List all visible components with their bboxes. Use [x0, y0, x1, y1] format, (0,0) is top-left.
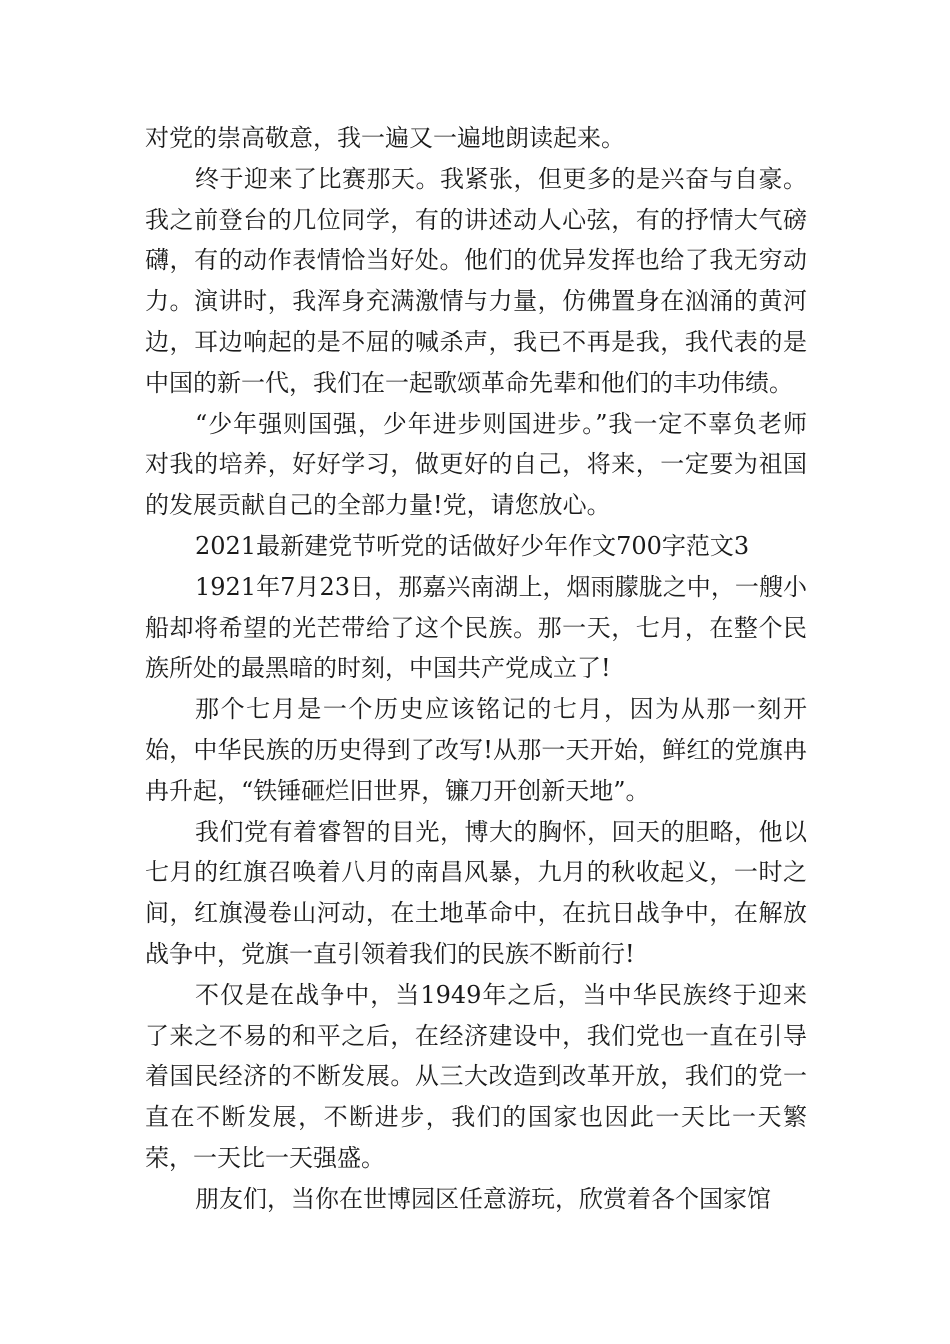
paragraph: 终于迎来了比赛那天。我紧张，但更多的是兴奋与自豪。我之前登台的几位同学，有的讲述动人心弦，有的抒情大气磅礴，有的动作表情恰当好处。他们的优异发挥也给了我无穷动力。演讲时，我浑身充满激情与力量，仿佛置身在汹涌的黄河边，耳边响起的是不屈的喊杀声，我已不再是我，我代表的是中国的新一代，我们在一起歌颂革命先辈和他们的丰功伟绩。: [145, 164, 807, 397]
paragraph: 不仅是在战争中，当1949年之后，当中华民族终于迎来了来之不易的和平之后，在经济建设中，我们党也一直在引导着国民经济的不断发展。从三大改造到改革开放，我们的党一直在不断发展，不断进步，我们的国家也因此一天比一天繁荣，一天比一天强盛。: [145, 980, 807, 1172]
paragraph: 我们党有着睿智的目光，博大的胸怀，回天的胆略，他以七月的红旗召唤着八月的南昌风暴，九月的秋收起义，一时之间，红旗漫卷山河动，在土地革命中，在抗日战争中，在解放战争中，党旗一直引领着我们的民族不断前行!: [145, 817, 807, 968]
paragraph: 那个七月是一个历史应该铭记的七月，因为从那一刻开始，中华民族的历史得到了改写!从那一天开始，鲜红的党旗冉冉升起，“铁锤砸烂旧世界，镰刀开创新天地”。: [145, 695, 807, 805]
document-body: [145, 118, 807, 1220]
paragraph: 对党的崇高敬意，我一遍又一遍地朗读起来。: [145, 124, 625, 152]
section-heading: 2021最新建党节听党的话做好少年作文700字范文3: [195, 531, 750, 560]
paragraph: “少年强则国强，少年进步则国进步。”我一定不辜负老师对我的培养，好好学习，做更好的自己，将来，一定要为祖国的发展贡献自己的全部力量!党，请您放心。: [145, 409, 807, 520]
paragraph: 朋友们，当你在世博园区任意游玩，欣赏着各个国家馆: [195, 1184, 771, 1213]
paragraph: 1921年7月23日，那嘉兴南湖上，烟雨朦胧之中，一艘小船却将希望的光芒带给了这个民族。那一天，七月，在整个民族所处的最黑暗的时刻，中国共产党成立了!: [145, 572, 807, 683]
